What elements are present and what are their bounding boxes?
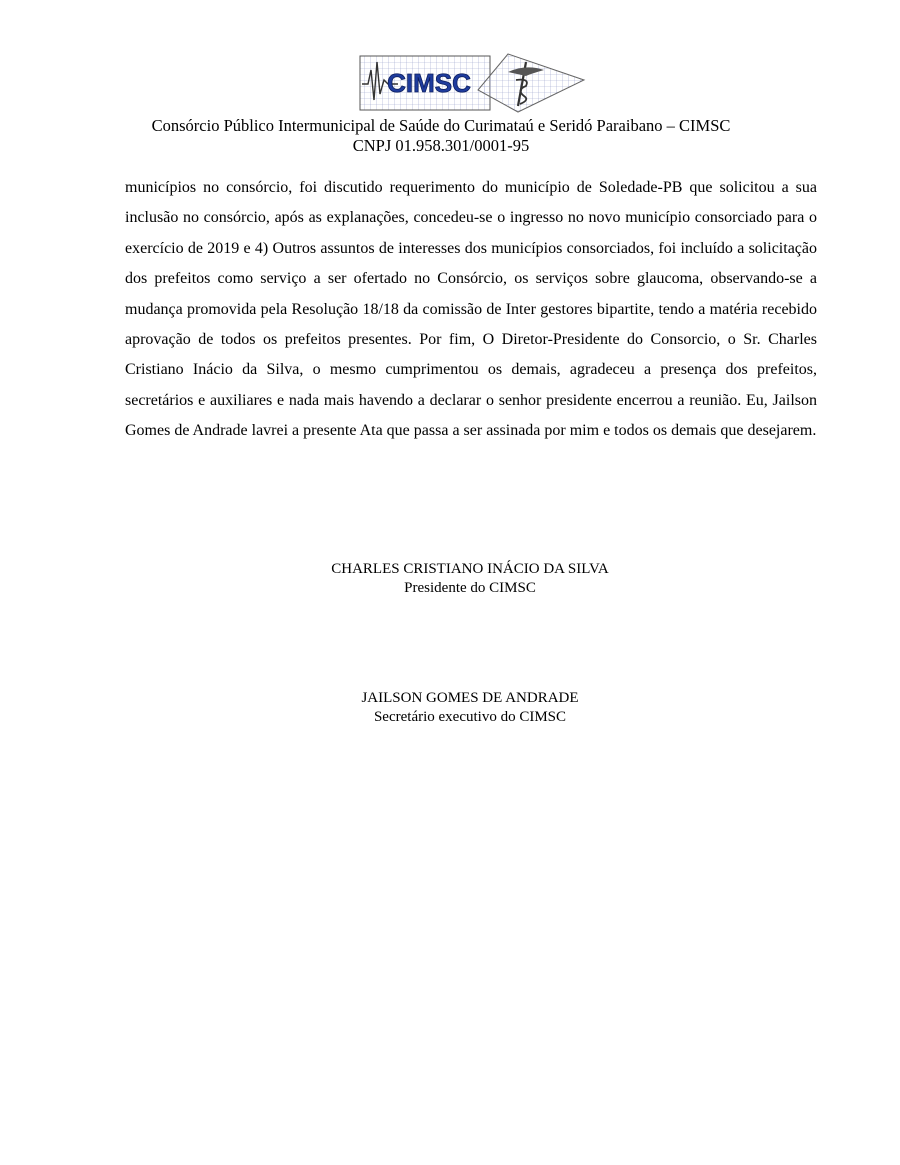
cnpj-number: CNPJ 01.958.301/0001-95 [352, 136, 530, 155]
signatory-role: Secretário executivo do CIMSC [373, 709, 567, 725]
logo-text: CIMSC [387, 68, 471, 98]
minutes-paragraph: municípios no consórcio, foi discutido requerimento do município de Soledade-PB que solicitou a sua inclusão no consórcio, após as explanações, concedeu-se o ingresso no novo município consorciado para o exercício de 2019 e 4) Outros assuntos de interesses dos municípios consorciados, foi incluído a solicitação dos prefeitos como serviço a ser ofertado no Consórcio, os serviços sobre glaucoma, observando-se a mudança promovida pela Resolução 18/18 da comissão de Inter gestores bipartite, tendo a matéria recebido aprovação de todos os prefeitos presentes. Por fim, O Diretor-Presidente do Consorcio, o Sr. Charles Cristiano Inácio da Silva, o mesmo cumprimentou os demais, agradeceu a presença dos prefeitos, secretários e auxiliares e nada mais havendo a declarar o senhor presidente encerrou a reunião. Eu, Jailson Gomes de Andrade lavrei a presente Ata que passa a ser assinada por mim e todos os demais que desejarem. [125, 179, 817, 440]
signatory-role: Presidente do CIMSC [404, 580, 536, 596]
signature-block-president [0, 560, 900, 598]
signatory-name: JAILSON GOMES DE ANDRADE [361, 690, 579, 706]
signatory-name: CHARLES CRISTIANO INÁCIO DA SILVA [331, 561, 609, 577]
signature-block-secretary [0, 689, 900, 727]
cimsc-logo [358, 50, 588, 114]
page-title: Consórcio Público Intermunicipal de Saúde do Curimataú e Seridó Paraibano – CIMSC [151, 116, 731, 135]
